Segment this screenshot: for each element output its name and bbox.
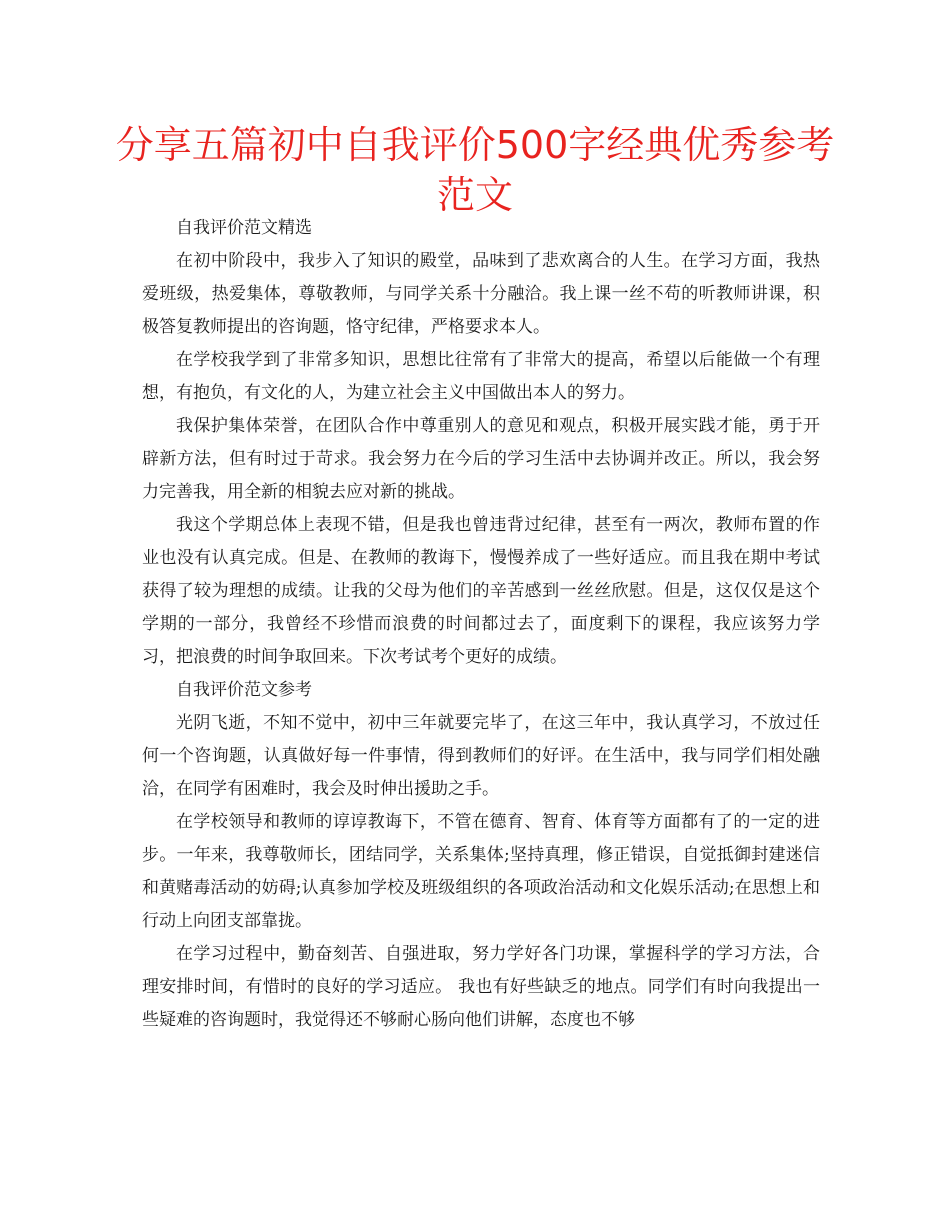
body-paragraph: 我保护集体荣誉，在团队合作中尊重别人的意见和观点，积极开展实践才能，勇于开辟新方法，但有时过于苛求。我会努力在今后的学习生活中去协调并改正。所以，我会努力完善我，用全新的相貌去应对新的挑战。	[142, 416, 820, 502]
body-paragraph: 在学校我学到了非常多知识，思想比往常有了非常大的提高，希望以后能做一个有理想，有抱负，有文化的人，为建立社会主义中国做出本人的努力。	[142, 350, 820, 403]
section-heading-selected: 自我评价范文精选	[176, 218, 312, 238]
document-body	[142, 212, 820, 1037]
body-paragraph: 光阴飞逝，不知不觉中，初中三年就要完毕了，在这三年中，我认真学习，不放过任何一个咨询题，认真做好每一件事情，得到教师们的好评。在生活中，我与同学们相处融洽，在同学有困难时，我会及时伸出援助之手。	[142, 713, 820, 799]
section-heading-reference: 自我评价范文参考	[176, 680, 312, 700]
body-paragraph: 我这个学期总体上表现不错，但是我也曾违背过纪律，甚至有一两次，教师布置的作业也没有认真完成。但是、在教师的教诲下，慢慢养成了一些好适应。而且我在期中考试获得了较为理想的成绩。让我的父母为他们的辛苦感到一丝丝欣慰。但是，这仅仅是这个学期的一部分，我曾经不珍惜而浪费的时间都过去了，面度剩下的课程，我应该努力学习，把浪费的时间争取回来。下次考试考个更好的成绩。	[142, 515, 820, 667]
body-paragraph: 在学习过程中，勤奋刻苦、自强进取，努力学好各门功课，掌握科学的学习方法，合理安排时间，有惜时的良好的学习适应。 我也有好些缺乏的地点。同学们有时向我提出一些疑难的咨询题时，我觉得还不够耐心肠向他们讲解，态度也不够	[142, 944, 820, 1030]
body-paragraph: 在学校领导和教师的谆谆教诲下，不管在德育、智育、体育等方面都有了的一定的进步。一年来，我尊敬师长，团结同学，关系集体;坚持真理，修正错误，自觉抵御封建迷信和黄赌毒活动的妨碍;认真参加学校及班级组织的各项政治活动和文化娱乐活动;在思想上和行动上向团支部靠拢。	[142, 812, 820, 931]
document-title: 分享五篇初中自我评价500字经典优秀参考范文	[115, 123, 835, 217]
body-paragraph: 在初中阶段中，我步入了知识的殿堂，品味到了悲欢离合的人生。在学习方面，我热爱班级，热爱集体，尊敬教师，与同学关系十分融洽。我上课一丝不苟的听教师讲课，积极答复教师提出的咨询题，恪守纪律，严格要求本人。	[142, 251, 820, 337]
